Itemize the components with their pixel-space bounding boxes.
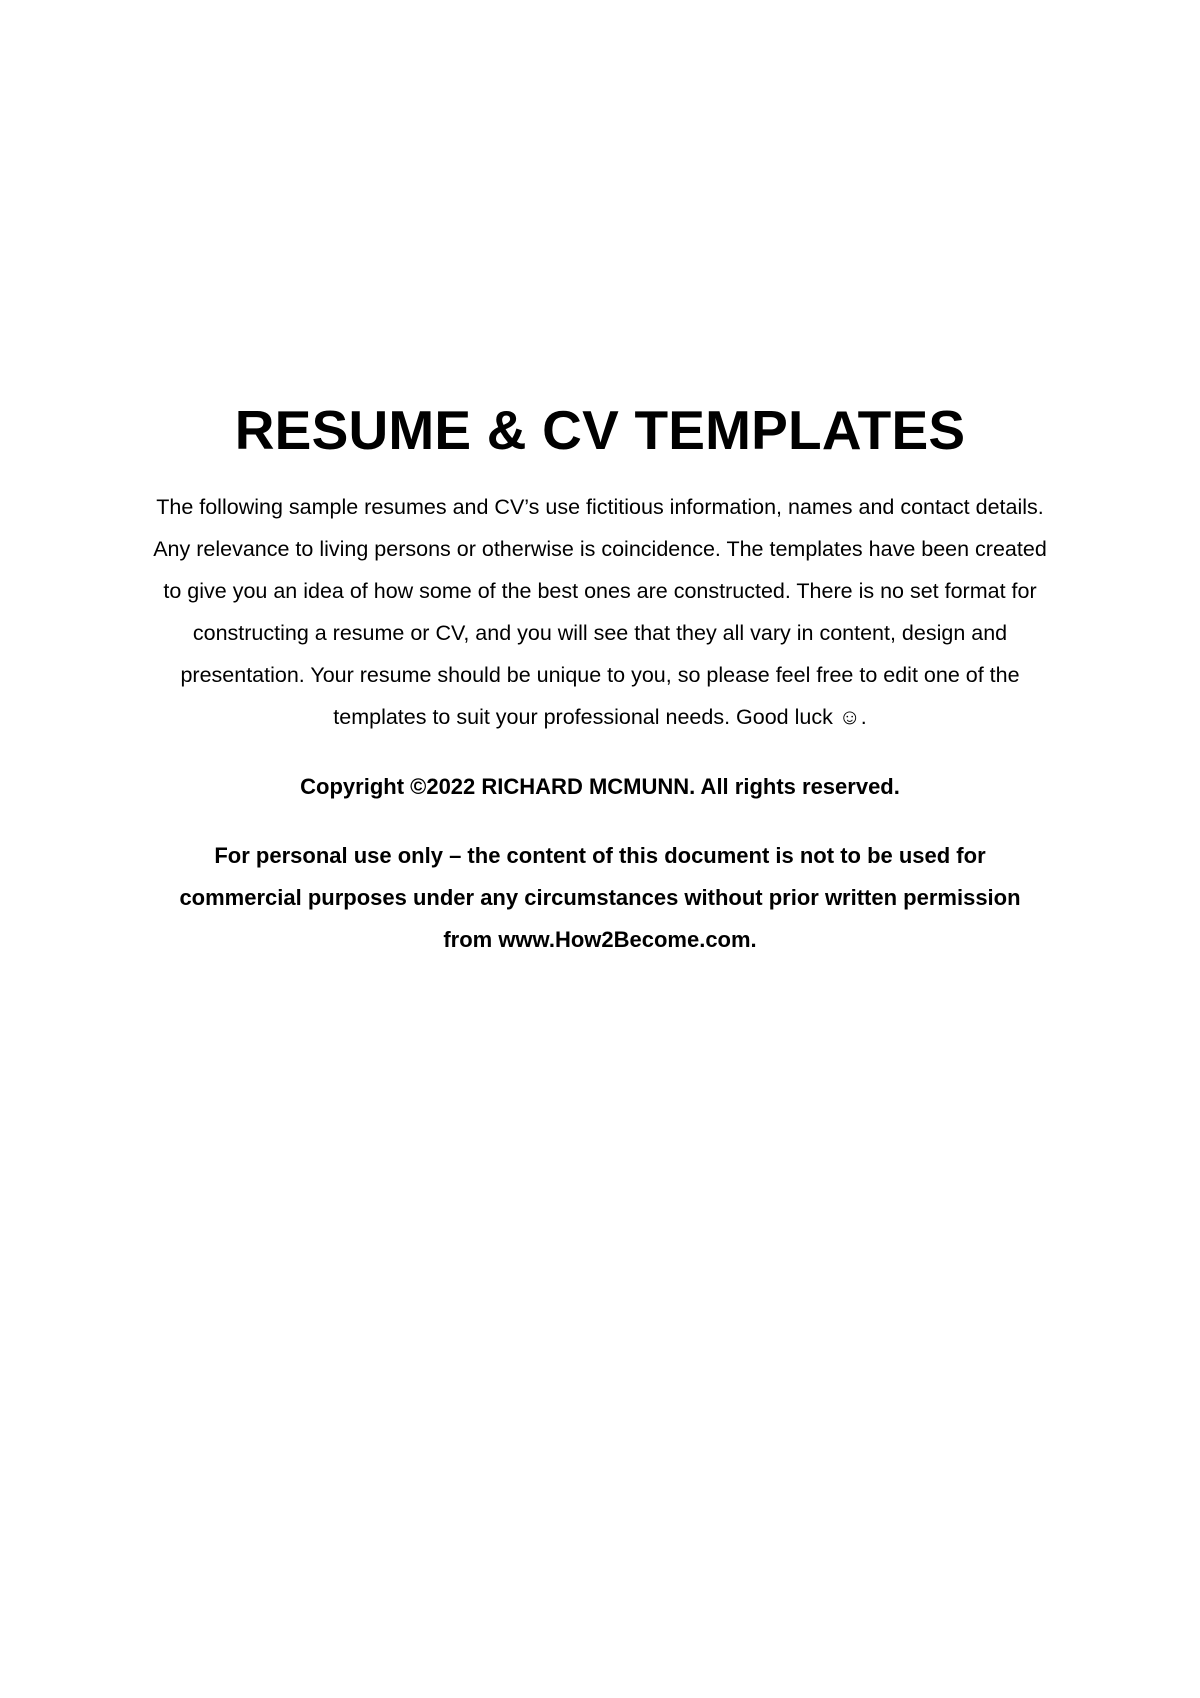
page-title: RESUME & CV TEMPLATES — [234, 399, 966, 461]
intro-paragraph: The following sample resumes and CV’s use fictitious information, names and contact details. Any relevance to living persons or otherwise is coincidence. The templates have been created to give you an idea of how some of the best ones are constructed. There is no set format for constructing a resume or CV, and you will see that they all vary in content, design and presentation. Your resume should be unique to you, so please feel free to edit one of the templates to suit your professional needs. Good luck ☺. — [153, 495, 1047, 729]
copyright-notice: Copyright ©2022 RICHARD MCMUNN. All rights reserved. — [300, 774, 900, 799]
page-content — [140, 398, 1060, 961]
usage-notice: For personal use only – the content of this document is not to be used for commercial purposes under any circumstances without prior written permission from www.How2Become.com. — [179, 843, 1021, 952]
